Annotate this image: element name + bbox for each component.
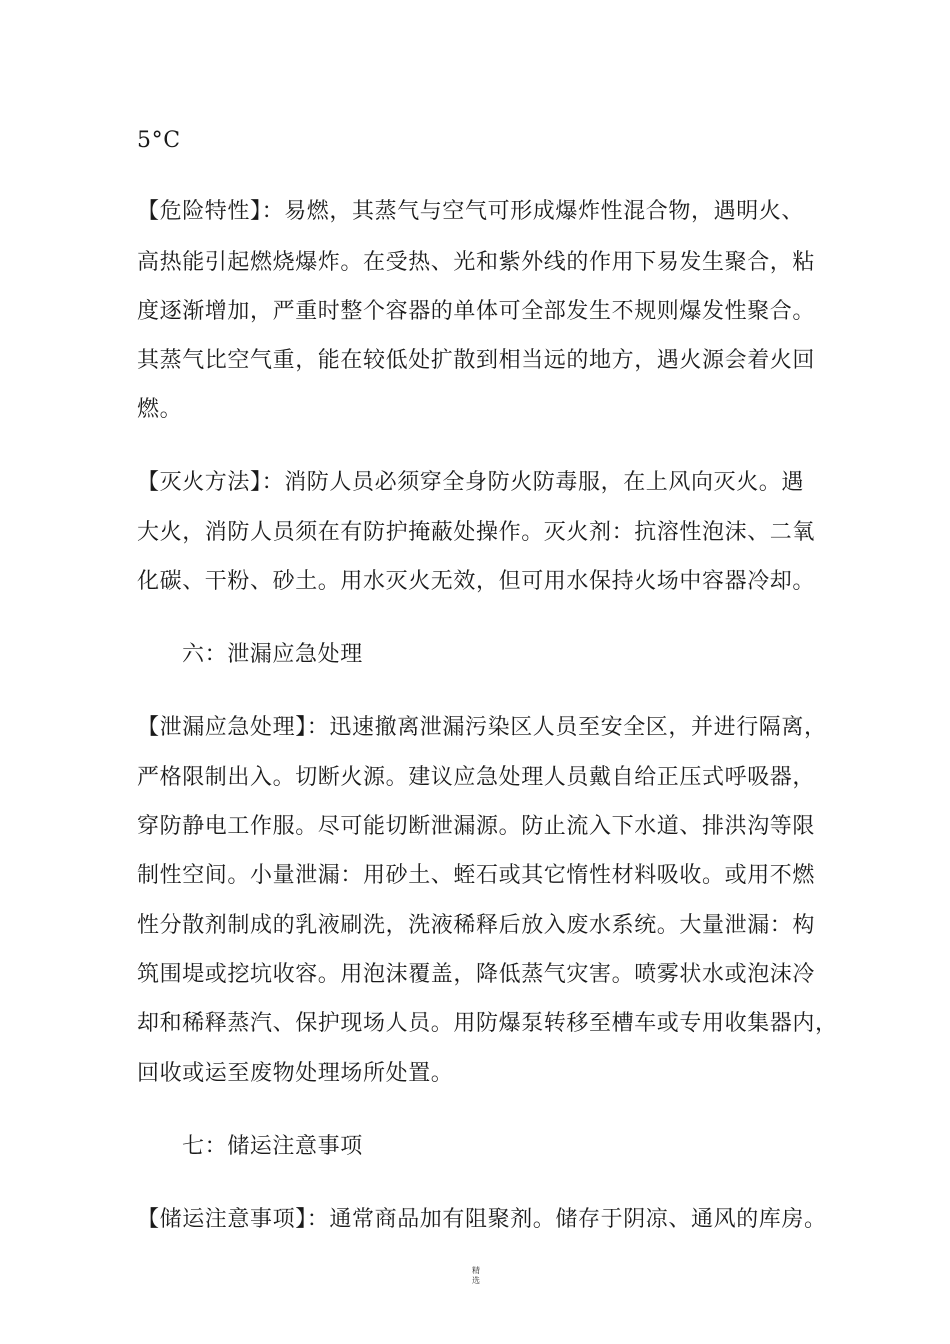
paragraph-line: 【泄漏应急处理】：迅速撤离泄漏污染区人员至安全区，并进行隔离， (137, 715, 827, 740)
paragraph-line: 性分散剂制成的乳液刷洗，洗液稀释后放入废水系统。大量泄漏：构 (137, 913, 816, 938)
paragraph-line: 其蒸气比空气重，能在较低处扩散到相当远的地方，遇火源会着火回 (137, 348, 816, 373)
paragraph-line: 筑围堤或挖坑收容。用泡沫覆盖，降低蒸气灾害。喷雾状水或泡沫冷 (137, 962, 816, 987)
paragraph-line: 燃。 (137, 397, 183, 422)
paragraph-line: 度逐渐增加，严重时整个容器的单体可全部发生不规则爆发性聚合。 (137, 299, 816, 324)
paragraph-line: 穿防静电工作服。尽可能切断泄漏源。防止流入下水道、排洪沟等限 (137, 814, 816, 839)
paragraph-line: 严格限制出入。切断火源。建议应急处理人员戴自给正压式呼吸器， (137, 765, 816, 790)
section-heading-leak: 六：泄漏应急处理 (182, 642, 363, 667)
temperature-fragment: 5°C (137, 128, 181, 153)
paragraph-line: 却和稀释蒸汽、保护现场人员。用防爆泵转移至槽车或专用收集器内， (137, 1011, 838, 1036)
paragraph-line: 高热能引起燃烧爆炸。在受热、光和紫外线的作用下易发生聚合，粘 (137, 250, 816, 275)
paragraph-line: 【储运注意事项】：通常商品加有阻聚剂。储存于阴凉、通风的库房。 (137, 1207, 827, 1232)
page-footer-mark: 精 选 (472, 1266, 480, 1285)
paragraph-line: 化碳、干粉、砂土。用水灭火无效，但可用水保持火场中容器冷却。 (137, 569, 816, 594)
section-heading-storage: 七：储运注意事项 (182, 1134, 363, 1159)
paragraph-line: 大火，消防人员须在有防护掩蔽处操作。灭火剂：抗溶性泡沫、二氧 (137, 520, 816, 545)
paragraph-line: 回收或运至废物处理场所处置。 (137, 1061, 454, 1086)
paragraph-line: 制性空间。小量泄漏：用砂土、蛭石或其它惰性材料吸收。或用不燃 (137, 863, 816, 888)
paragraph-line: 【灭火方法】：消防人员必须穿全身防火防毒服，在上风向灭火。遇 (137, 470, 805, 495)
paragraph-line: 【危险特性】：易燃，其蒸气与空气可形成爆炸性混合物，遇明火、 (137, 199, 805, 224)
